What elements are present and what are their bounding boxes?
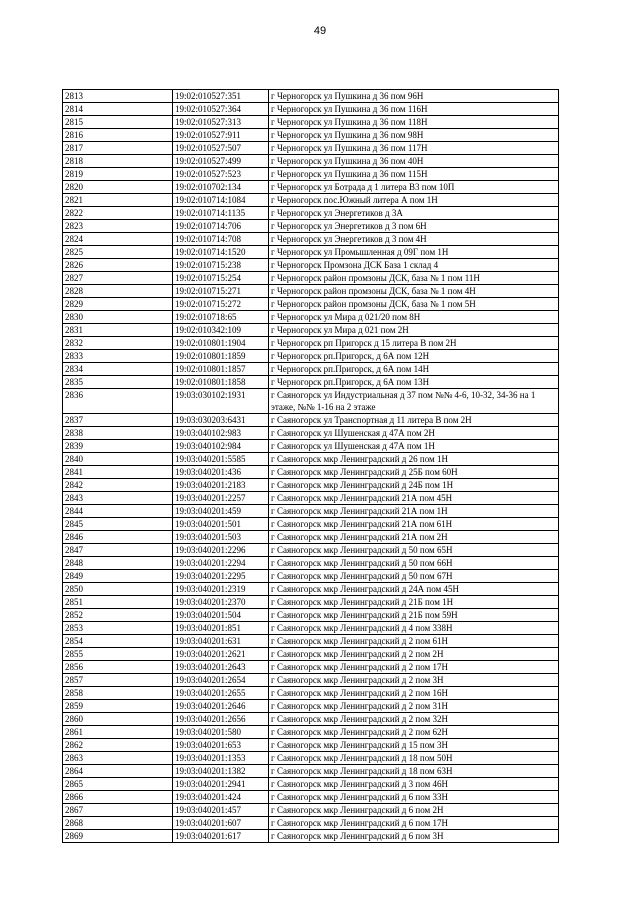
address: г Саяногорск мкр Ленинградский д 6 пом 2Н <box>269 804 559 817</box>
address: г Саяногорск мкр Ленинградский д 50 пом 66Н <box>269 557 559 570</box>
address: г Саяногорск мкр Ленинградский д 2 пом 31Н <box>269 700 559 713</box>
cadastral-number: 19:03:040201:2370 <box>173 596 269 609</box>
table-row <box>63 726 559 739</box>
cadastral-number: 19:03:040201:2643 <box>173 661 269 674</box>
cadastral-number: 19:02:010715:254 <box>173 272 269 285</box>
table-row <box>63 285 559 298</box>
address: г Саяногорск ул Индустриальная д 37 пом №№ 4-6, 10-32, 34-36 на 1 этаже, №№ 1-16 на 2 этаже <box>269 389 559 414</box>
table-row <box>63 648 559 661</box>
cadastral-number: 19:02:010715:238 <box>173 259 269 272</box>
cadastral-number: 19:02:010527:507 <box>173 142 269 155</box>
row-number: 2856 <box>63 661 173 674</box>
table-row <box>63 661 559 674</box>
table-row <box>63 90 559 103</box>
cadastral-number: 19:02:010714:1084 <box>173 194 269 207</box>
table-row <box>63 414 559 427</box>
property-registry-table <box>62 89 559 843</box>
address: г Черногорск ул Пушкина д 36 пом 40Н <box>269 155 559 168</box>
table-row <box>63 479 559 492</box>
address: г Черногорск ул Промышленная д 09Г пом 1Н <box>269 246 559 259</box>
table-row <box>63 713 559 726</box>
table-row <box>63 324 559 337</box>
address: г Черногорск район промзоны ДСК, база № 1 пом 11Н <box>269 272 559 285</box>
address: г Саяногорск ул Шушенская д 47А пом 1Н <box>269 440 559 453</box>
address: г Саяногорск ул Шушенская д 47А пом 2Н <box>269 427 559 440</box>
row-number: 2833 <box>63 350 173 363</box>
address: г Черногорск рп.Пригорск, д 6А пом 13Н <box>269 376 559 389</box>
table-row <box>63 700 559 713</box>
address: г Саяногорск мкр Ленинградский д 3 пом 46Н <box>269 778 559 791</box>
cadastral-number: 19:02:010342:109 <box>173 324 269 337</box>
table-row <box>63 505 559 518</box>
row-number: 2869 <box>63 830 173 843</box>
row-number: 2850 <box>63 583 173 596</box>
address: г Саяногорск мкр Ленинградский д 50 пом 65Н <box>269 544 559 557</box>
cadastral-number: 19:02:010715:272 <box>173 298 269 311</box>
row-number: 2867 <box>63 804 173 817</box>
row-number: 2829 <box>63 298 173 311</box>
address: г Саяногорск мкр Ленинградский д 6 пом 33Н <box>269 791 559 804</box>
row-number: 2830 <box>63 311 173 324</box>
row-number: 2848 <box>63 557 173 570</box>
cadastral-number: 19:03:030203:6431 <box>173 414 269 427</box>
row-number: 2858 <box>63 687 173 700</box>
table-row <box>63 492 559 505</box>
table-row <box>63 440 559 453</box>
cadastral-number: 19:03:040201:2319 <box>173 583 269 596</box>
row-number: 2852 <box>63 609 173 622</box>
address: г Черногорск рп.Пригорск, д 6А пом 12Н <box>269 350 559 363</box>
address: г Саяногорск мкр Ленинградский 21А пом 45Н <box>269 492 559 505</box>
row-number: 2847 <box>63 544 173 557</box>
cadastral-number: 19:03:040201:2941 <box>173 778 269 791</box>
address: г Саяногорск мкр Ленинградский д 21Б пом 59Н <box>269 609 559 622</box>
address: г Саяногорск мкр Ленинградский 21А пом 61Н <box>269 518 559 531</box>
cadastral-number: 19:02:010527:523 <box>173 168 269 181</box>
cadastral-number: 19:03:040201:459 <box>173 505 269 518</box>
address: г Саяногорск мкр Ленинградский д 4 пом 338Н <box>269 622 559 635</box>
row-number: 2861 <box>63 726 173 739</box>
table-row <box>63 194 559 207</box>
address: г Саяногорск мкр Ленинградский д 24Б пом 1Н <box>269 479 559 492</box>
cadastral-number: 19:02:010714:1520 <box>173 246 269 259</box>
table-row <box>63 817 559 830</box>
row-number: 2834 <box>63 363 173 376</box>
cadastral-number: 19:02:010801:1859 <box>173 350 269 363</box>
table-row <box>63 207 559 220</box>
cadastral-number: 19:03:040201:5585 <box>173 453 269 466</box>
cadastral-number: 19:03:040201:2294 <box>173 557 269 570</box>
row-number: 2826 <box>63 259 173 272</box>
address: г Саяногорск мкр Ленинградский д 2 пом 62Н <box>269 726 559 739</box>
table-row <box>63 103 559 116</box>
address: г Саяногорск мкр Ленинградский д 50 пом 67Н <box>269 570 559 583</box>
cadastral-number: 19:02:010702:134 <box>173 181 269 194</box>
row-number: 2864 <box>63 765 173 778</box>
address: г Саяногорск мкр Ленинградский 21А пом 2Н <box>269 531 559 544</box>
row-number: 2836 <box>63 389 173 414</box>
row-number: 2857 <box>63 674 173 687</box>
row-number: 2835 <box>63 376 173 389</box>
row-number: 2865 <box>63 778 173 791</box>
cadastral-number: 19:02:010714:1135 <box>173 207 269 220</box>
row-number: 2859 <box>63 700 173 713</box>
cadastral-number: 19:03:040201:503 <box>173 531 269 544</box>
row-number: 2837 <box>63 414 173 427</box>
table-row <box>63 622 559 635</box>
table-row <box>63 557 559 570</box>
table-row <box>63 363 559 376</box>
table-row <box>63 544 559 557</box>
address: г Черногорск ул Ботрада д 1 литера В3 пом 10П <box>269 181 559 194</box>
row-number: 2813 <box>63 90 173 103</box>
row-number: 2868 <box>63 817 173 830</box>
address: г Черногорск ул Пушкина д 36 пом 117Н <box>269 142 559 155</box>
row-number: 2855 <box>63 648 173 661</box>
table-row <box>63 181 559 194</box>
cadastral-number: 19:03:040201:2655 <box>173 687 269 700</box>
table-row <box>63 739 559 752</box>
cadastral-number: 19:02:010527:499 <box>173 155 269 168</box>
row-number: 2846 <box>63 531 173 544</box>
cadastral-number: 19:03:040201:2183 <box>173 479 269 492</box>
row-number: 2838 <box>63 427 173 440</box>
cadastral-number: 19:03:040201:1382 <box>173 765 269 778</box>
address: г Саяногорск мкр Ленинградский д 18 пом 63Н <box>269 765 559 778</box>
cadastral-number: 19:02:010527:364 <box>173 103 269 116</box>
table-row <box>63 778 559 791</box>
address: г Черногорск ул Мира д 021 пом 2Н <box>269 324 559 337</box>
address: г Черногорск район промзоны ДСК, база № 1 пом 5Н <box>269 298 559 311</box>
cadastral-number: 19:02:010801:1904 <box>173 337 269 350</box>
row-number: 2845 <box>63 518 173 531</box>
page-number: 49 <box>313 25 327 37</box>
table-row <box>63 350 559 363</box>
address: г Саяногорск мкр Ленинградский д 2 пом 16Н <box>269 687 559 700</box>
table-row <box>63 570 559 583</box>
row-number: 2840 <box>63 453 173 466</box>
row-number: 2824 <box>63 233 173 246</box>
cadastral-number: 19:03:040201:436 <box>173 466 269 479</box>
address: г Саяногорск мкр Ленинградский д 2 пом 3Н <box>269 674 559 687</box>
cadastral-number: 19:02:010718:65 <box>173 311 269 324</box>
table-row <box>63 389 559 414</box>
cadastral-number: 19:02:010527:351 <box>173 90 269 103</box>
table-row <box>63 259 559 272</box>
row-number: 2815 <box>63 116 173 129</box>
row-number: 2839 <box>63 440 173 453</box>
table-row <box>63 155 559 168</box>
row-number: 2832 <box>63 337 173 350</box>
row-number: 2842 <box>63 479 173 492</box>
row-number: 2817 <box>63 142 173 155</box>
address: г Саяногорск мкр Ленинградский д 15 пом 3Н <box>269 739 559 752</box>
cadastral-number: 19:03:040102:984 <box>173 440 269 453</box>
cadastral-number: 19:02:010527:313 <box>173 116 269 129</box>
row-number: 2819 <box>63 168 173 181</box>
row-number: 2821 <box>63 194 173 207</box>
cadastral-number: 19:02:010714:706 <box>173 220 269 233</box>
table-row <box>63 635 559 648</box>
row-number: 2814 <box>63 103 173 116</box>
address: г Черногорск ул Энергетиков д 3 пом 6Н <box>269 220 559 233</box>
address: г Саяногорск мкр Ленинградский д 2 пом 2Н <box>269 648 559 661</box>
table-row <box>63 337 559 350</box>
table-row <box>63 791 559 804</box>
table-row <box>63 427 559 440</box>
cadastral-number: 19:03:040201:2654 <box>173 674 269 687</box>
row-number: 2854 <box>63 635 173 648</box>
address: г Саяногорск мкр Ленинградский д 21Б пом 1Н <box>269 596 559 609</box>
row-number: 2827 <box>63 272 173 285</box>
table-row <box>63 311 559 324</box>
address: г Черногорск пос.Южный литера А пом 1Н <box>269 194 559 207</box>
table-row <box>63 596 559 609</box>
table-row <box>63 220 559 233</box>
address: г Черногорск район промзоны ДСК, база № 1 пом 4Н <box>269 285 559 298</box>
row-number: 2828 <box>63 285 173 298</box>
row-number: 2862 <box>63 739 173 752</box>
table-row <box>63 674 559 687</box>
table-row <box>63 752 559 765</box>
table-row <box>63 765 559 778</box>
address: г Черногорск рп.Пригорск, д 6А пом 14Н <box>269 363 559 376</box>
address: г Саяногорск мкр Ленинградский д 25Б пом 60Н <box>269 466 559 479</box>
cadastral-number: 19:03:040201:580 <box>173 726 269 739</box>
row-number: 2851 <box>63 596 173 609</box>
row-number: 2841 <box>63 466 173 479</box>
address: г Саяногорск мкр Ленинградский д 2 пом 17Н <box>269 661 559 674</box>
cadastral-number: 19:03:040201:504 <box>173 609 269 622</box>
address: г Саяногорск мкр Ленинградский д 6 пом 17Н <box>269 817 559 830</box>
cadastral-number: 19:03:040201:653 <box>173 739 269 752</box>
address: г Черногорск ул Пушкина д 36 пом 115Н <box>269 168 559 181</box>
table-row <box>63 453 559 466</box>
row-number: 2866 <box>63 791 173 804</box>
table-row <box>63 116 559 129</box>
cadastral-number: 19:03:040201:501 <box>173 518 269 531</box>
address: г Саяногорск мкр Ленинградский 21А пом 1Н <box>269 505 559 518</box>
table-row <box>63 583 559 596</box>
cadastral-number: 19:02:010527:911 <box>173 129 269 142</box>
cadastral-number: 19:02:010801:1857 <box>173 363 269 376</box>
cadastral-number: 19:03:040102:983 <box>173 427 269 440</box>
cadastral-number: 19:03:040201:457 <box>173 804 269 817</box>
table-body <box>63 90 559 843</box>
address: г Черногорск Промзона ДСК База 1 склад 4 <box>269 259 559 272</box>
cadastral-number: 19:03:040201:607 <box>173 817 269 830</box>
table-row <box>63 531 559 544</box>
table-row <box>63 168 559 181</box>
row-number: 2822 <box>63 207 173 220</box>
cadastral-number: 19:03:040201:1353 <box>173 752 269 765</box>
address: г Черногорск ул Пушкина д 36 пом 96Н <box>269 90 559 103</box>
cadastral-number: 19:03:040201:617 <box>173 830 269 843</box>
cadastral-number: 19:02:010714:708 <box>173 233 269 246</box>
table-row <box>63 804 559 817</box>
address: г Саяногорск мкр Ленинградский д 26 пом 1Н <box>269 453 559 466</box>
cadastral-number: 19:03:040201:2296 <box>173 544 269 557</box>
row-number: 2816 <box>63 129 173 142</box>
row-number: 2844 <box>63 505 173 518</box>
row-number: 2860 <box>63 713 173 726</box>
row-number: 2863 <box>63 752 173 765</box>
cadastral-number: 19:03:040201:424 <box>173 791 269 804</box>
row-number: 2843 <box>63 492 173 505</box>
cadastral-number: 19:02:010715:271 <box>173 285 269 298</box>
cadastral-number: 19:02:010801:1858 <box>173 376 269 389</box>
cadastral-number: 19:03:040201:2295 <box>173 570 269 583</box>
table-row <box>63 142 559 155</box>
table-row <box>63 830 559 843</box>
address: г Черногорск ул Пушкина д 36 пом 118Н <box>269 116 559 129</box>
address: г Черногорск ул Энергетиков д 3А <box>269 207 559 220</box>
cadastral-number: 19:03:040201:2656 <box>173 713 269 726</box>
address: г Черногорск ул Мира д 021/20 пом 8Н <box>269 311 559 324</box>
address: г Саяногорск мкр Ленинградский д 18 пом 50Н <box>269 752 559 765</box>
cadastral-number: 19:03:040201:2646 <box>173 700 269 713</box>
row-number: 2849 <box>63 570 173 583</box>
table-row <box>63 233 559 246</box>
table-row <box>63 246 559 259</box>
table-row <box>63 129 559 142</box>
row-number: 2823 <box>63 220 173 233</box>
row-number: 2825 <box>63 246 173 259</box>
table-row <box>63 466 559 479</box>
address: г Саяногорск ул Транспортная д 11 литера В пом 2Н <box>269 414 559 427</box>
cadastral-number: 19:03:040201:851 <box>173 622 269 635</box>
table-row <box>63 272 559 285</box>
address: г Черногорск ул Пушкина д 36 пом 116Н <box>269 103 559 116</box>
row-number: 2831 <box>63 324 173 337</box>
row-number: 2853 <box>63 622 173 635</box>
address: г Саяногорск мкр Ленинградский д 6 пом 3Н <box>269 830 559 843</box>
cadastral-number: 19:03:040201:2257 <box>173 492 269 505</box>
address: г Черногорск ул Пушкина д 36 пом 98Н <box>269 129 559 142</box>
table-row <box>63 298 559 311</box>
address: г Черногорск рп Пригорск д 15 литера В пом 2Н <box>269 337 559 350</box>
address: г Саяногорск мкр Ленинградский д 2 пом 61Н <box>269 635 559 648</box>
address: г Черногорск ул Энергетиков д 3 пом 4Н <box>269 233 559 246</box>
cadastral-number: 19:03:030102:1931 <box>173 389 269 414</box>
table-row <box>63 376 559 389</box>
cadastral-number: 19:03:040201:631 <box>173 635 269 648</box>
table-row <box>63 687 559 700</box>
row-number: 2818 <box>63 155 173 168</box>
address: г Саяногорск мкр Ленинградский д 2 пом 32Н <box>269 713 559 726</box>
cadastral-number: 19:03:040201:2621 <box>173 648 269 661</box>
address: г Саяногорск мкр Ленинградский д 24А пом 45Н <box>269 583 559 596</box>
table-row <box>63 609 559 622</box>
row-number: 2820 <box>63 181 173 194</box>
table-row <box>63 518 559 531</box>
